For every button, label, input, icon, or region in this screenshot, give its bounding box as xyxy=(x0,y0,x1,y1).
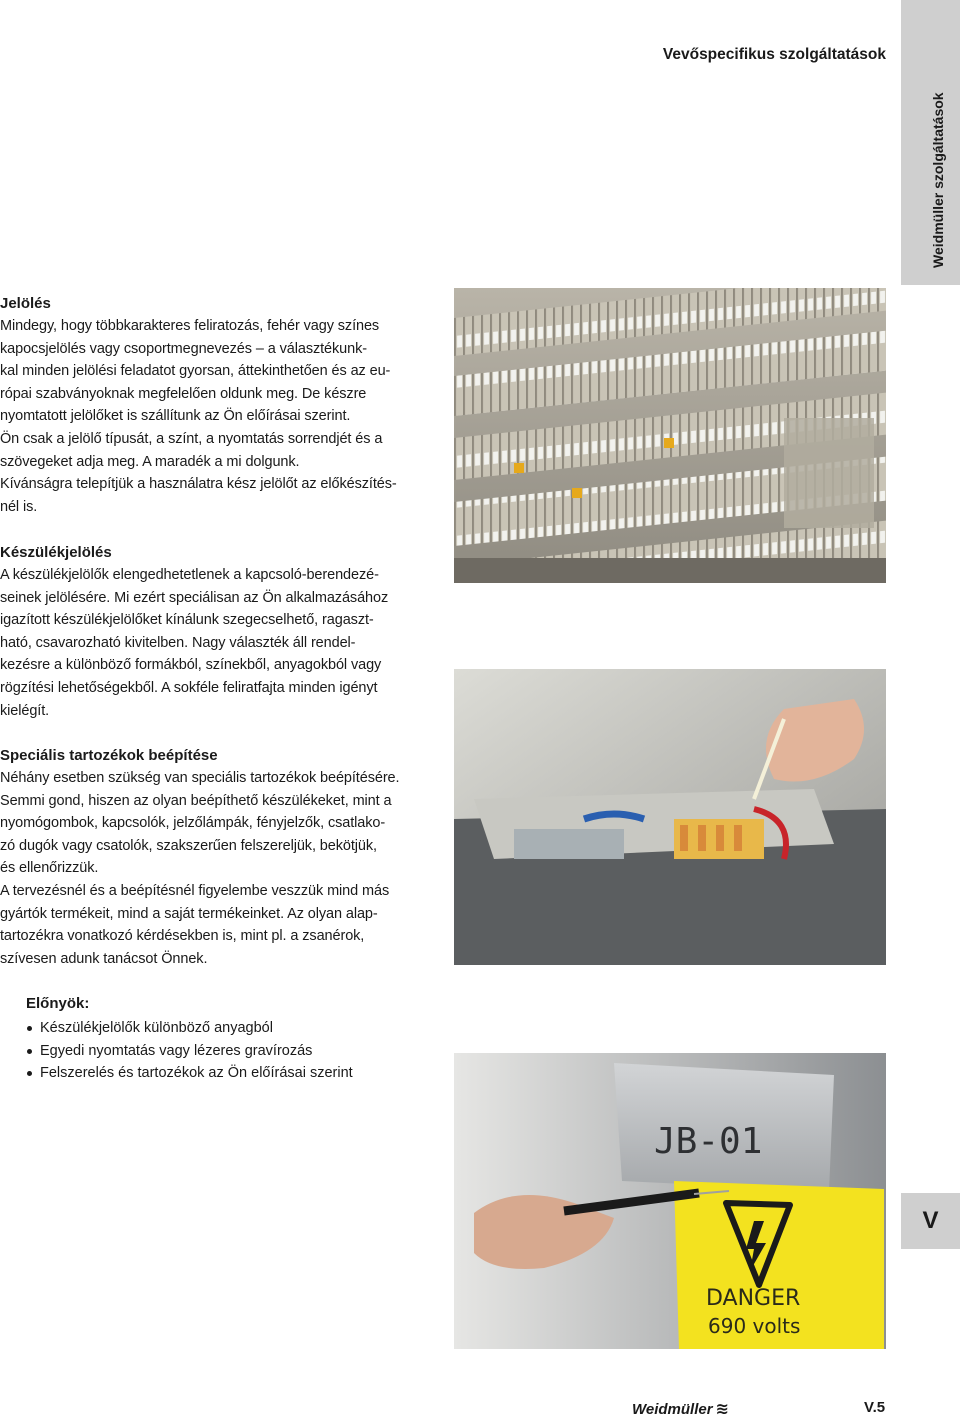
plate-label: JB-01 xyxy=(654,1121,763,1162)
section-heading: Készülékjelölés xyxy=(0,544,112,561)
chapter-tab: V xyxy=(901,1193,960,1249)
list-item: Készülékjelölők különböző anyagból xyxy=(26,1017,446,1040)
benefits-heading: Előnyök: xyxy=(26,995,90,1012)
terminal-blocks-photo xyxy=(454,288,886,583)
section-heading: Jelölés xyxy=(0,295,51,312)
section-body: A készülékjelölők elengedhetetlenek a kapcsoló-berendezé- seinek jelölésére. Mi ezért speciálisan az Ön alkalmazásához igazított készülékjelölőket kínálunk szegecselhető, ragaszt- ható, csavarozható kivitelben. Nagy választék áll rendel- kezésre a különböző formákból, színekből, anyagokból vagy rögzítési lehetőségekből. A sokféle feliratfajta minden igényt kielégít. xyxy=(0,567,389,719)
section-accessories xyxy=(0,745,440,970)
section-marking xyxy=(0,293,440,518)
section-body: Mindegy, hogy többkarakteres feliratozás, fehér vagy színes kapocsjelölés vagy csoportmegnevezés – a választékunk- kal minden jelölési feladatot gyorsan, áttekinthetően és az eu- rópai szabványoknak megfelelően oldunk meg. De készre nyomtatott jelölőket is szállítunk az Ön előírásai szerint. Ön csak a jelölő típusát, a színt, a nyomtatás sorrendjét és a szövegeket adja meg. A maradék a mi dolgunk. Kívánságra telepítjük a használatra kész jelölőt az előkészítés- nél is. xyxy=(0,318,397,515)
section-device-marking xyxy=(0,542,440,722)
sign-line2: 690 volts xyxy=(708,1314,801,1338)
side-tab-label: Weidmüller szolgáltatások xyxy=(930,92,946,268)
benefits-list xyxy=(26,993,446,1085)
page-number: V.5 xyxy=(864,1399,886,1416)
logo-mark-icon: ≋ xyxy=(715,1401,729,1418)
weidmuller-logo: Weidmüller ≋ xyxy=(632,1400,729,1418)
danger-sign-photo xyxy=(454,1053,886,1349)
device-wiring-photo xyxy=(454,669,886,965)
section-body: Néhány esetben szükség van speciális tartozékok beépítésére. Semmi gond, hiszen az olyan beépíthető készülékeket, mint a nyomógombok, kapcsolók, jelzőlámpák, fényjelzők, csatlako- zó dugók vagy csatolók, szakszerűen felszereljük, bekötjük, és ellenőrizzük. A tervezésnél és a beépítésnél figyelembe veszzük mind más gyártók termékeit, mind a saját termékeinket. Az olyan alap- tartozékra vonatkozó kérdésekben is, mint pl. a zsanérok, szívesen adunk tanácsot Önnek. xyxy=(0,770,400,967)
list-item: Felszerelés és tartozékok az Ön előírásai szerint xyxy=(26,1062,446,1085)
sign-line1: DANGER xyxy=(706,1286,801,1311)
header-title: Vevőspecifikus szolgáltatások xyxy=(662,46,886,63)
section-heading: Speciális tartozékok beépítése xyxy=(0,747,218,764)
list-item: Egyedi nyomtatás vagy lézeres gravírozás xyxy=(26,1040,446,1063)
